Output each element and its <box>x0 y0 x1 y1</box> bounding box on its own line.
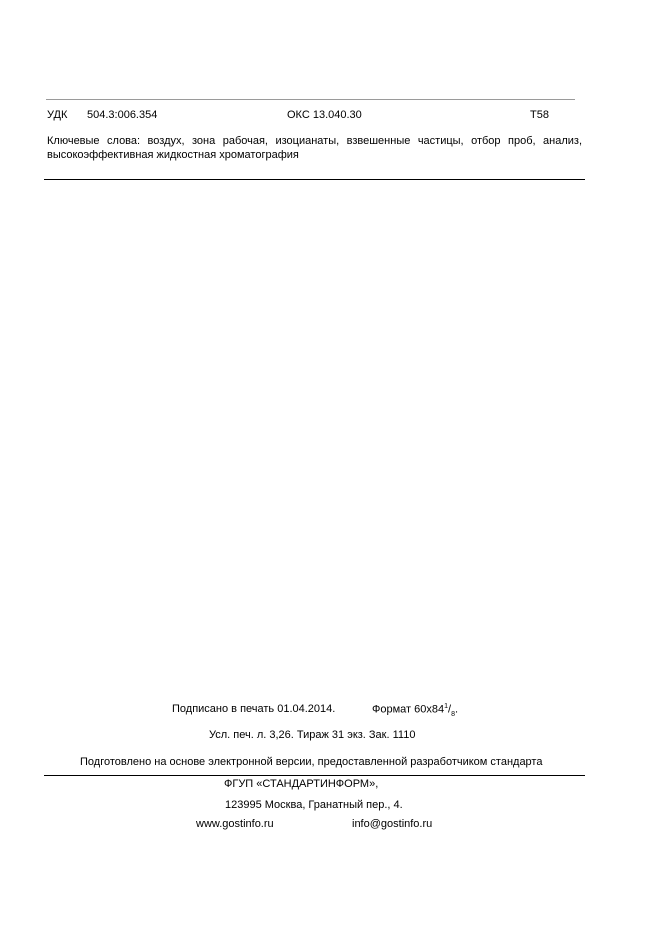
website-link[interactable]: www.gostinfo.ru <box>196 818 274 830</box>
top-divider <box>46 99 575 100</box>
keywords-paragraph: Ключевые слова: воздух, зона рабочая, изоцианаты, взвешенные частицы, отбор проб, анализ, высокоэффективная жидкостная хроматография <box>47 135 582 161</box>
paper-format-end: . <box>454 703 459 716</box>
publisher-name: ФГУП «СТАНДАРТИНФОРМ», <box>224 778 379 790</box>
print-info: Усл. печ. л. 3,26. Тираж 31 экз. Зак. 1110 <box>209 729 416 741</box>
prepared-note: Подготовлено на основе электронной версии, предоставленной разработчиком стандарта <box>80 756 543 768</box>
classification-code: Т58 <box>530 109 549 121</box>
email-link[interactable]: info@gostinfo.ru <box>352 818 433 830</box>
paper-format: Формат $60x84^1/_8$. <box>372 703 459 718</box>
imprint-divider <box>44 775 585 776</box>
signed-date: Подписано в печать 01.04.2014. <box>172 703 336 715</box>
publisher-address: 123995 Москва, Гранатный пер., 4. <box>225 799 403 811</box>
udk-value: 504.3:006.354 <box>87 109 158 121</box>
paper-format-label: Формат 60x84 <box>372 703 445 716</box>
udk-label: УДК <box>47 109 68 121</box>
keywords-divider <box>44 179 585 180</box>
oks-code: ОКС 13.040.30 <box>287 109 362 121</box>
paper-format-denominator: 8 <box>451 710 455 718</box>
paper-format-numerator: 1 <box>444 703 449 710</box>
